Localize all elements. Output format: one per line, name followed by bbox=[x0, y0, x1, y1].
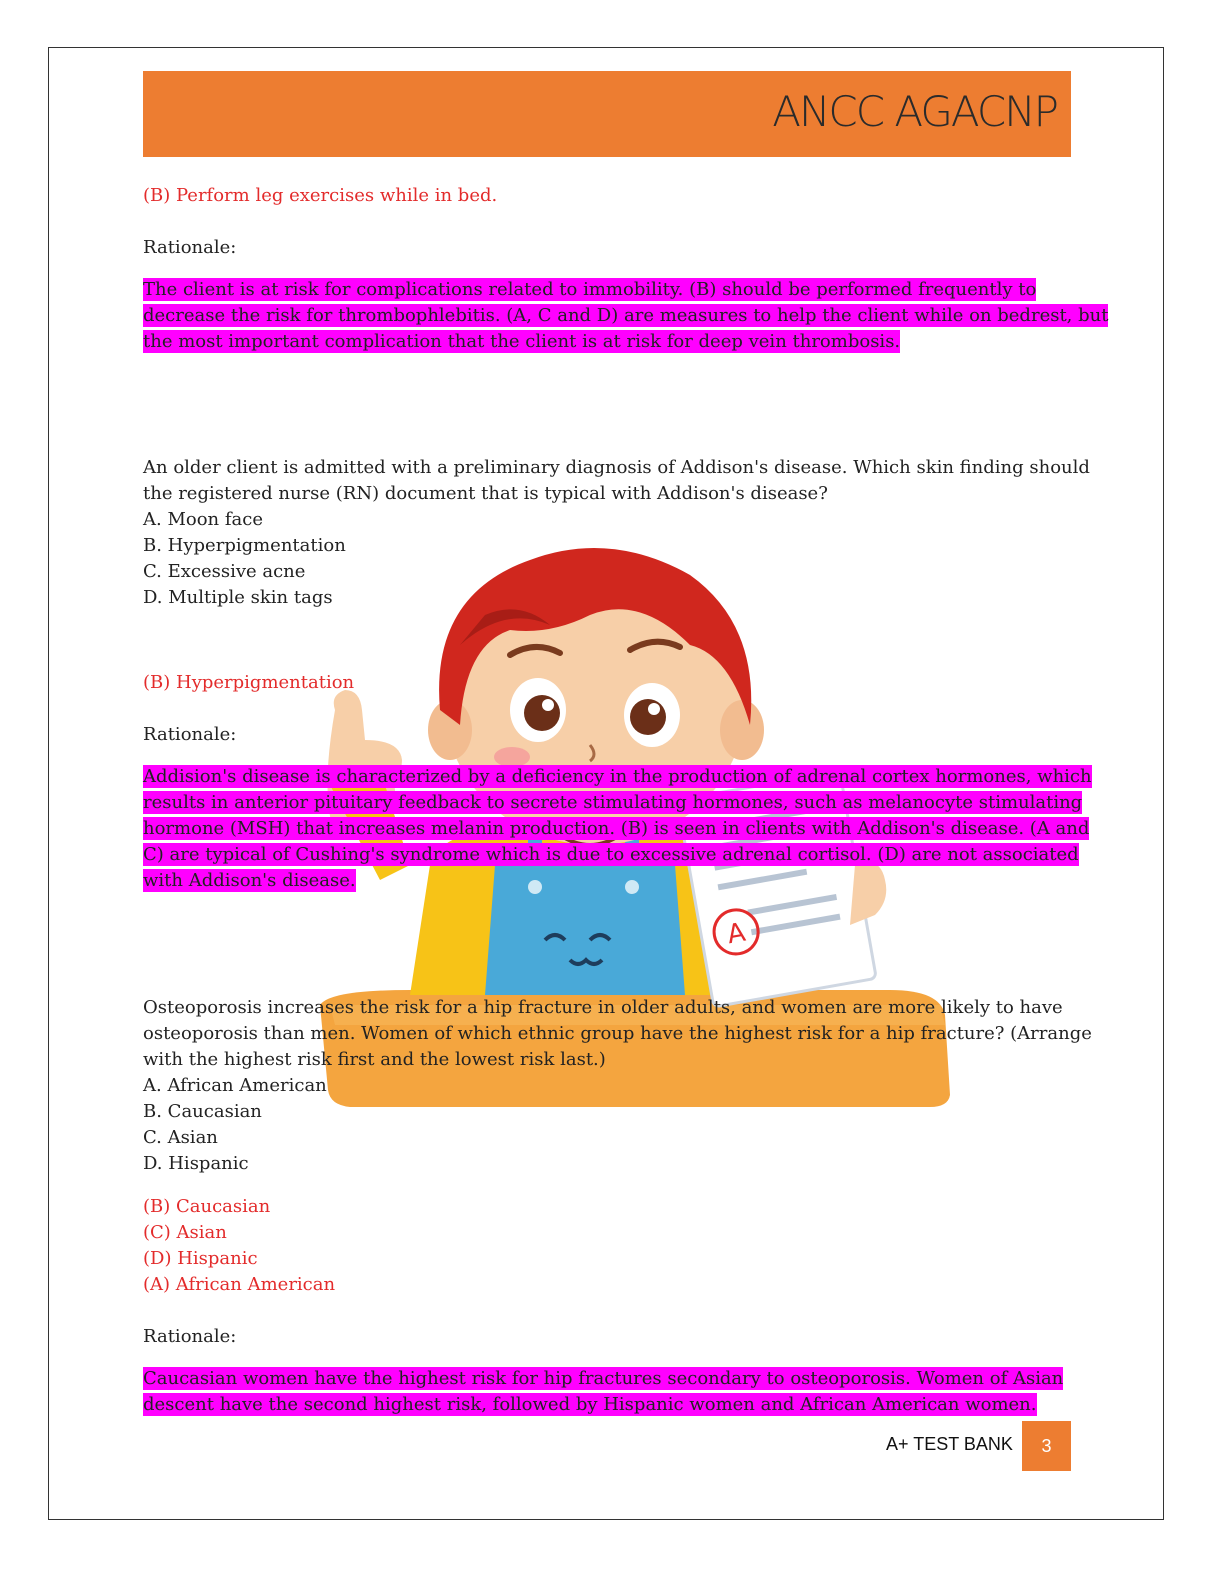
q2-question bbox=[143, 455, 1090, 611]
q2-option: C. Excessive acne bbox=[143, 561, 306, 582]
q3-answer: (A) African American bbox=[143, 1274, 336, 1295]
q3-answer: (D) Hispanic bbox=[143, 1248, 258, 1269]
q3-rationale-line: Caucasian women have the highest risk for hip fractures secondary to osteoporosis. Women of Asian bbox=[143, 1368, 1064, 1389]
q3-answers bbox=[143, 1194, 1073, 1298]
q3-rationale-label: Rationale: bbox=[143, 1326, 237, 1347]
q3-option: D. Hispanic bbox=[143, 1153, 249, 1174]
q2-answer: (B) Hyperpigmentation bbox=[143, 672, 355, 693]
q2-rationale-line: with Addison's disease. bbox=[143, 870, 356, 891]
q3-question-line: with the highest risk first and the lowest risk last.) bbox=[143, 1049, 606, 1070]
q3-rationale bbox=[143, 1366, 1073, 1418]
q3-question bbox=[143, 995, 1092, 1177]
q3-answer: (C) Asian bbox=[143, 1222, 227, 1243]
svg-text:A: A bbox=[724, 917, 748, 951]
q1-rationale-label: Rationale: bbox=[143, 237, 237, 258]
q1-rationale bbox=[143, 277, 1109, 355]
q2-rationale-line: hormone (MSH) that increases melanin production. (B) is seen in clients with Addison's disease. (A and bbox=[143, 818, 1090, 839]
q2-rationale-line: Addision's disease is characterized by a deficiency in the production of adrenal cortex hormones, which bbox=[143, 766, 1092, 787]
q2-rationale-label: Rationale: bbox=[143, 724, 237, 745]
q2-option: D. Multiple skin tags bbox=[143, 587, 333, 608]
q2-rationale-line: C) are typical of Cushing's syndrome which is due to excessive adrenal cortisol. (D) are not associated bbox=[143, 844, 1079, 865]
q3-question-line: osteoporosis than men. Women of which ethnic group have the highest risk for a hip fracture? (Arrange bbox=[143, 1023, 1092, 1044]
q3-option: A. African American bbox=[143, 1075, 327, 1096]
q2-rationale-line: results in anterior pituitary feedback to secrete stimulating hormones, such as melanocyte stimulating bbox=[143, 792, 1083, 813]
q2-option: A. Moon face bbox=[143, 509, 263, 530]
q1-answer: (B) Perform leg exercises while in bed. bbox=[143, 185, 498, 206]
page-number: 3 bbox=[1022, 1421, 1071, 1471]
q2-rationale bbox=[143, 764, 1092, 894]
q2-question-line: the registered nurse (RN) document that is typical with Addison's disease? bbox=[143, 483, 828, 504]
header-band bbox=[143, 71, 1071, 157]
q3-rationale-line: descent have the second highest risk, followed by Hispanic women and African American women. bbox=[143, 1394, 1037, 1415]
q2-option: B. Hyperpigmentation bbox=[143, 535, 346, 556]
footer-label: A+ TEST BANK bbox=[886, 1434, 1013, 1454]
q1-rationale-line: the most important complication that the client is at risk for deep vein thrombosis. bbox=[143, 331, 901, 352]
header-title: ANCC AGACNP bbox=[772, 87, 1057, 136]
q3-option: C. Asian bbox=[143, 1127, 218, 1148]
q3-option: B. Caucasian bbox=[143, 1101, 262, 1122]
q1-rationale-line: decrease the risk for thrombophlebitis. (A, C and D) are measures to help the client while on bedrest, but bbox=[143, 305, 1109, 326]
q3-question-line: Osteoporosis increases the risk for a hip fracture in older adults, and women are more likely to have bbox=[143, 997, 1063, 1018]
q3-answer: (B) Caucasian bbox=[143, 1196, 271, 1217]
q2-question-line: An older client is admitted with a preliminary diagnosis of Addison's disease. Which skin finding should bbox=[143, 457, 1090, 478]
q1-rationale-line: The client is at risk for complications related to immobility. (B) should be performed frequently to bbox=[143, 279, 1037, 300]
